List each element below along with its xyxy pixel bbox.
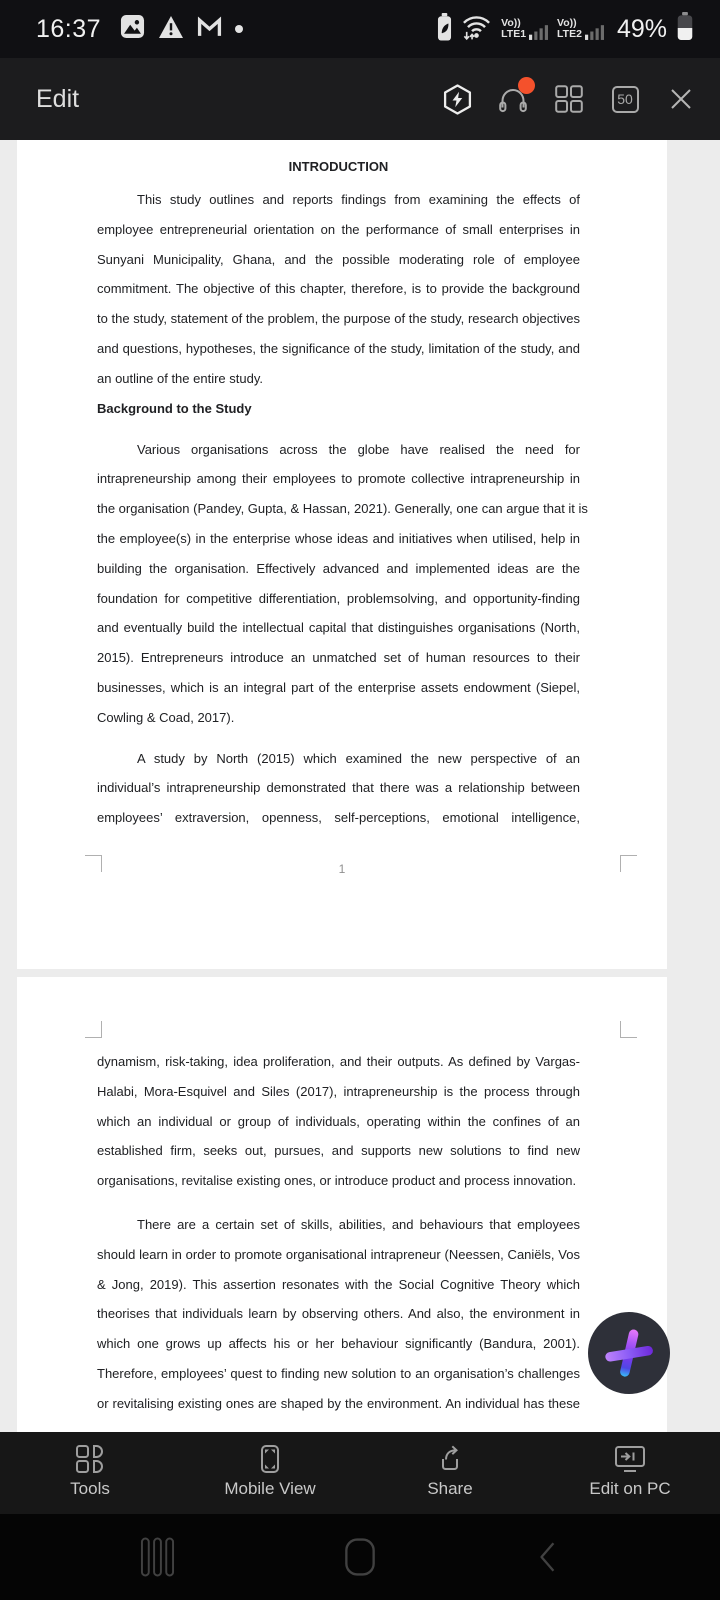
text-line: Therefore, employees’ quest to finding new solution to an organisation’s challenges (97, 1365, 580, 1381)
edit-on-pc-button[interactable] (540, 1432, 720, 1514)
text-line: theorises that individuals learn by observing others. And also, the environment in (97, 1306, 580, 1322)
sim2-signal (557, 18, 604, 40)
edit-on-pc-label: Edit on PC (589, 1479, 671, 1498)
notification-badge (518, 77, 535, 94)
mobile-view-label: Mobile View (224, 1479, 316, 1498)
bottom-toolbar (0, 1432, 720, 1514)
text-line: Various organisations across the globe have realised the need for (137, 441, 580, 457)
section-heading: Background to the Study (97, 400, 252, 416)
paragraph (97, 744, 580, 833)
margin-mark-icon (85, 1021, 102, 1038)
signal-bars-icon (529, 23, 548, 40)
edit-mode-button[interactable]: Edit (36, 84, 80, 113)
back-button[interactable] (507, 1514, 587, 1600)
text-line: which one grows up affects his or her behaviour significantly (Bandura, 2001). (97, 1336, 580, 1352)
text-line: There are a certain set of skills, abilities, and behaviours that employees (137, 1216, 580, 1232)
text-line: 2015). Entrepreneurs introduce an unmatched set of human resources to their (97, 650, 580, 666)
battery-percent: 49% (616, 14, 667, 43)
text-line: which an individual or group of individuals, operating within the confines of an (97, 1113, 580, 1129)
recents-button[interactable] (117, 1514, 197, 1600)
text-line: to the study, statement of the problem, the purpose of the study, research objectives (97, 311, 580, 327)
tools-label: Tools (70, 1479, 110, 1498)
text-line: the employee(s) in the enterprise whose ideas and initiatives when utilised, help in (97, 530, 580, 546)
signal-bars-icon (585, 23, 604, 40)
hexagon-bolt-icon (443, 84, 472, 115)
page-count-button[interactable] (610, 84, 640, 114)
text-line: employee entrepreneurial orientation on the performance of small enterprises in (97, 221, 580, 237)
notification-dot (235, 25, 243, 33)
audio-read-button[interactable] (498, 84, 528, 114)
mobile-view-button[interactable] (180, 1432, 360, 1514)
document-canvas (0, 140, 720, 1432)
margin-mark-icon (620, 1021, 637, 1038)
paragraph (97, 185, 580, 394)
battery-icon (676, 12, 694, 46)
home-button[interactable] (320, 1514, 400, 1600)
layout-grid-button[interactable] (554, 84, 584, 114)
gmail-icon (197, 16, 222, 43)
back-icon (536, 1540, 558, 1574)
edit-on-pc-icon (614, 1444, 646, 1474)
warning-icon (158, 15, 184, 44)
ai-assistant-fab[interactable] (588, 1312, 670, 1394)
text-line: intrapreneurship among their employees to promote collective intrapreneurship in (97, 471, 580, 487)
paragraph (97, 1210, 580, 1419)
share-label: Share (427, 1479, 473, 1498)
status-right (437, 12, 694, 46)
share-icon (435, 1444, 465, 1474)
chapter-title: INTRODUCTION (288, 159, 389, 174)
text-line: Cowling & Coad, 2017). (97, 709, 235, 725)
text-line: & Jong, 2019). This assertion resonates with the Social Cognitive Theory which (97, 1276, 580, 1292)
text-line: individual’s intrapreneurship demonstrated that there was a relationship between (97, 780, 580, 796)
photo-icon (120, 14, 145, 44)
sim2-network-label: LTE2 (557, 28, 582, 40)
close-button[interactable] (666, 84, 696, 114)
text-line: employees’ extraversion, openness, self-perceptions, emotional intelligence, (97, 810, 580, 826)
sim2-volte-label: Vo)) (557, 17, 577, 29)
document-page-1[interactable] (17, 140, 667, 969)
text-line: businesses, which is an integral part of the enterprise assets endowment (Siepel, (97, 679, 580, 695)
text-line: Halabi, Mora-Esquivel and Siles (2017), intrapreneurship is the process through (97, 1083, 580, 1099)
app-toolbar (0, 58, 720, 140)
text-line: an outline of the entire study. (97, 370, 263, 386)
sim1-signal (501, 18, 548, 40)
clock: 16:37 (36, 14, 102, 43)
text-line: building the organisation. Effectively advanced and implemented ideas are the (97, 560, 580, 576)
status-bar (0, 0, 720, 58)
text-line: and eventually build the intellectual capital that distinguishes organisations (North, (97, 620, 580, 636)
page-number: 1 (338, 862, 346, 876)
text-line: established firm, seeks out, pursues, and supports new solutions to find new (97, 1143, 580, 1159)
page-1-text (17, 140, 667, 833)
text-line: commitment. The objective of this chapter, therefore, is to provide the background (97, 281, 580, 297)
share-button[interactable] (360, 1432, 540, 1514)
page-count-badge: 50 (612, 86, 639, 113)
text-line: organisations, revitalise existing ones, or introduce product and process innovation. (97, 1173, 577, 1189)
android-nav-bar (0, 1514, 720, 1600)
paragraph (97, 435, 588, 733)
ai-sparkle-icon (603, 1327, 655, 1379)
quick-tools-button[interactable] (442, 84, 472, 114)
text-line: dynamism, risk-taking, idea proliferation, and their outputs. As defined by Vargas- (97, 1054, 580, 1069)
sim1-network-label: LTE1 (501, 28, 527, 40)
status-left (36, 14, 243, 44)
text-line: or revitalising existing ones are shaped by the environment. An individual has these (97, 1395, 580, 1411)
tools-button[interactable] (0, 1432, 180, 1514)
text-line: A study by North (2015) which examined the new perspective of an (137, 750, 580, 766)
text-line: and questions, hypotheses, the significance of the study, limitation of the study, and (97, 340, 580, 356)
mobile-view-icon (255, 1444, 285, 1474)
grid-icon (555, 85, 583, 113)
tools-grid-icon (75, 1444, 105, 1474)
sim1-volte-label: Vo)) (501, 17, 521, 29)
document-page-2[interactable] (17, 977, 667, 1432)
text-line: Sunyani Municipality, Ghana, and the possible moderating role of employee (97, 251, 580, 267)
home-icon (344, 1537, 376, 1577)
battery-saver-icon (437, 13, 452, 46)
text-line: the organisation (Pandey, Gupta, & Hassan, 2021). Generally, one can argue that it is (97, 501, 588, 517)
text-line: foundation for competitive differentiation, problemsolving, and opportunity-finding (97, 590, 580, 606)
text-line: This study outlines and reports findings from examining the effects of (137, 192, 580, 207)
page-2-text (17, 977, 667, 1419)
wifi-icon (461, 13, 492, 46)
recents-icon (140, 1536, 175, 1578)
paragraph (97, 1047, 580, 1196)
text-line: should learn in order to promote organisational intrapreneur (Neessen, Caniëls, Vos (97, 1246, 580, 1262)
close-icon (668, 86, 694, 112)
